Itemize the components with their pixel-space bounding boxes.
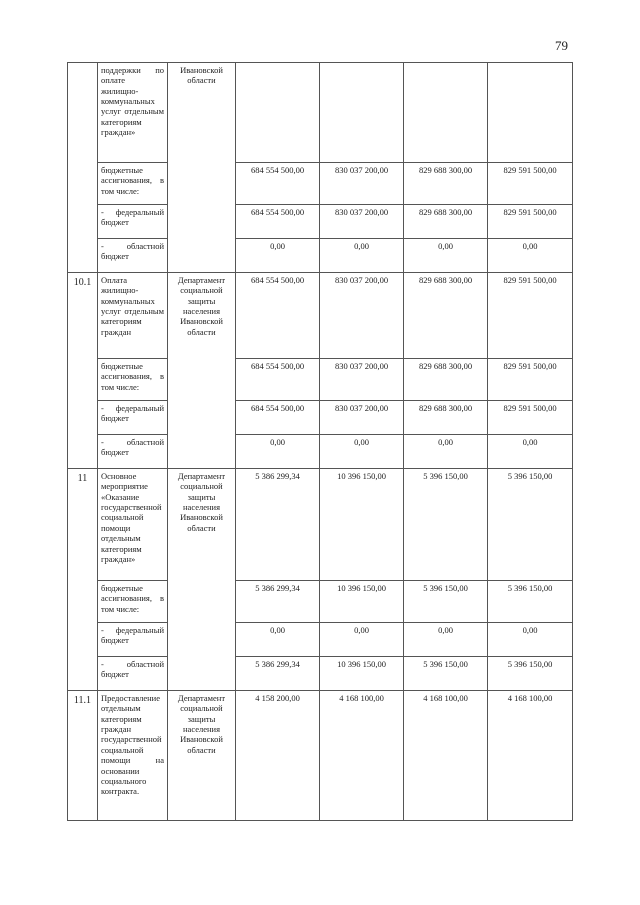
table-row: [68, 581, 573, 623]
value-cell: 829 591 500,00: [488, 273, 573, 359]
item-name-cell: Основное мероприятие «Оказание государственной социальной помощи отдельным категориям граждан»: [98, 469, 168, 581]
value-cell: 10 396 150,00: [320, 657, 404, 691]
item-name-cell: бюджетные ассигнования, в том числе:: [98, 163, 168, 205]
value-cell: 830 037 200,00: [320, 359, 404, 401]
value-cell: 0,00: [404, 623, 488, 657]
value-cell: 0,00: [404, 435, 488, 469]
page-number: 79: [555, 38, 568, 53]
value-cell: 5 386 299,34: [236, 581, 320, 623]
value-cell: 0,00: [488, 239, 573, 273]
item-name-cell: бюджетные ассигнования, в том числе:: [98, 581, 168, 623]
value-cell: 684 554 500,00: [236, 401, 320, 435]
value-cell: 5 396 150,00: [488, 469, 573, 581]
value-cell: 5 386 299,34: [236, 657, 320, 691]
executor-cell: Департамент социальной защиты населения Ивановской области: [168, 691, 236, 821]
value-cell: [236, 63, 320, 163]
value-cell: 830 037 200,00: [320, 205, 404, 239]
table-row: [68, 435, 573, 469]
value-cell: 0,00: [236, 239, 320, 273]
table-row: [68, 469, 573, 581]
value-cell: 4 168 100,00: [488, 691, 573, 821]
table-row: [68, 691, 573, 821]
value-cell: 5 396 150,00: [404, 581, 488, 623]
value-cell: 0,00: [488, 435, 573, 469]
value-cell: 0,00: [320, 239, 404, 273]
value-cell: 5 396 150,00: [404, 469, 488, 581]
budget-table: [67, 62, 573, 821]
item-name-cell: - областной бюджет: [98, 657, 168, 691]
value-cell: [404, 63, 488, 163]
value-cell: 829 591 500,00: [488, 359, 573, 401]
item-name-cell: - федеральный бюджет: [98, 401, 168, 435]
table-row: [68, 657, 573, 691]
value-cell: 830 037 200,00: [320, 163, 404, 205]
item-name-cell: бюджетные ассигнования, в том числе:: [98, 359, 168, 401]
executor-cell: Департамент социальной защиты населения Ивановской области: [168, 273, 236, 469]
value-cell: 829 688 300,00: [404, 273, 488, 359]
value-cell: 0,00: [236, 435, 320, 469]
value-cell: 10 396 150,00: [320, 581, 404, 623]
value-cell: 684 554 500,00: [236, 205, 320, 239]
item-number-cell: 10.1: [68, 273, 98, 469]
table-row: [68, 239, 573, 273]
item-name-cell: поддержки по оплате жилищно-коммунальных услуг отдельным категориям граждан»: [98, 63, 168, 163]
value-cell: 684 554 500,00: [236, 163, 320, 205]
value-cell: [320, 63, 404, 163]
value-cell: 4 168 100,00: [320, 691, 404, 821]
value-cell: 829 688 300,00: [404, 163, 488, 205]
item-name-cell: - областной бюджет: [98, 239, 168, 273]
value-cell: 5 386 299,34: [236, 469, 320, 581]
item-name-cell: - федеральный бюджет: [98, 623, 168, 657]
table-row: [68, 205, 573, 239]
value-cell: 0,00: [320, 435, 404, 469]
executor-cell: Ивановской области: [168, 63, 236, 273]
table-row: [68, 273, 573, 359]
value-cell: 829 591 500,00: [488, 163, 573, 205]
item-number-cell: 11.1: [68, 691, 98, 821]
table-row: [68, 163, 573, 205]
item-name-cell: Предоставление отдельным категориям граждан государственной социальной помощи на основании социального контракта.: [98, 691, 168, 821]
table-row: [68, 401, 573, 435]
table-row: [68, 63, 573, 163]
value-cell: 830 037 200,00: [320, 401, 404, 435]
value-cell: 829 688 300,00: [404, 401, 488, 435]
value-cell: 5 396 150,00: [488, 581, 573, 623]
table-row: [68, 359, 573, 401]
item-number-cell: 11: [68, 469, 98, 691]
item-name-cell: - областной бюджет: [98, 435, 168, 469]
value-cell: 5 396 150,00: [404, 657, 488, 691]
value-cell: 0,00: [236, 623, 320, 657]
value-cell: 684 554 500,00: [236, 359, 320, 401]
value-cell: 829 688 300,00: [404, 359, 488, 401]
item-name-cell: Оплата жилищно-коммунальных услуг отдельным категориям граждан: [98, 273, 168, 359]
value-cell: 830 037 200,00: [320, 273, 404, 359]
item-name-cell: - федеральный бюджет: [98, 205, 168, 239]
table-row: [68, 623, 573, 657]
value-cell: 0,00: [320, 623, 404, 657]
value-cell: 0,00: [404, 239, 488, 273]
value-cell: 684 554 500,00: [236, 273, 320, 359]
executor-cell: Департамент социальной защиты населения Ивановской области: [168, 469, 236, 691]
value-cell: 829 591 500,00: [488, 401, 573, 435]
value-cell: 829 688 300,00: [404, 205, 488, 239]
value-cell: 5 396 150,00: [488, 657, 573, 691]
value-cell: [488, 63, 573, 163]
value-cell: 4 158 200,00: [236, 691, 320, 821]
value-cell: 10 396 150,00: [320, 469, 404, 581]
value-cell: 829 591 500,00: [488, 205, 573, 239]
item-number-cell: [68, 63, 98, 273]
value-cell: 4 168 100,00: [404, 691, 488, 821]
value-cell: 0,00: [488, 623, 573, 657]
